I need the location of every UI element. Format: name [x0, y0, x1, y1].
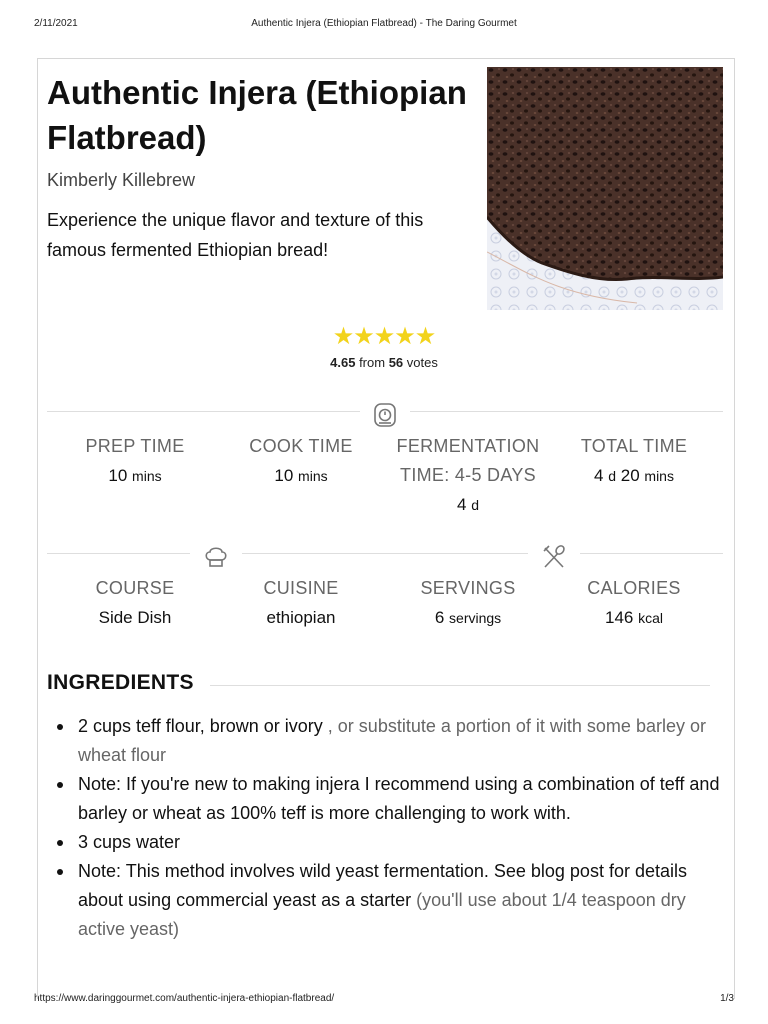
- servings: [388, 574, 548, 633]
- cook-time: [221, 432, 381, 491]
- cuisine: [221, 574, 381, 632]
- print-date: 2/11/2021: [34, 18, 78, 29]
- fermentation-time-label-2: TIME: 4-5 DAYS: [400, 465, 536, 485]
- times-divider-right: [410, 411, 723, 412]
- fermentation-time-value: 4: [457, 495, 467, 514]
- prep-time-label: PREP TIME: [85, 436, 185, 456]
- course: [55, 574, 215, 632]
- total-time-days: 4: [594, 466, 604, 485]
- rating-stars[interactable]: ★★★★★: [332, 323, 436, 350]
- fermentation-time: [388, 432, 548, 520]
- ingredient-item: [47, 712, 727, 770]
- servings-label: SERVINGS: [420, 578, 516, 598]
- rating-score: 4.65: [330, 355, 356, 370]
- timer-icon: [370, 400, 400, 430]
- rating-votes-count: 56: [388, 355, 404, 370]
- total-time-days-unit: d: [608, 468, 617, 484]
- calories-label: CALORIES: [587, 578, 681, 598]
- chef-hat-icon: [201, 542, 231, 572]
- details-divider-right: [580, 553, 723, 554]
- times-divider-left: [47, 411, 360, 412]
- calories-unit: kcal: [638, 610, 663, 626]
- ingredient-text: Note: If you're new to making injera I recommend using a combination of teff and barley or wheat as 100% teff is more challenging to work with.: [78, 774, 720, 823]
- ingredient-text: 3 cups water: [78, 832, 181, 852]
- course-label: COURSE: [95, 578, 175, 598]
- fermentation-time-label-1: FERMENTATION: [396, 436, 540, 456]
- calories: [554, 574, 714, 633]
- ingredients-heading-rule: [210, 685, 710, 686]
- rating-votes-label: votes: [406, 355, 438, 370]
- calories-value: 146: [604, 608, 634, 627]
- recipe-photo: [487, 67, 723, 310]
- ingredient-text: Note: This method involves wild yeast fermentation. See blog post for details about using commercial yeast as a starter: [78, 861, 687, 910]
- cuisine-label: CUISINE: [263, 578, 339, 598]
- ingredients-list: [47, 712, 727, 944]
- details-divider-left: [47, 553, 190, 554]
- prep-time: [55, 432, 215, 491]
- servings-value: 6: [434, 608, 445, 627]
- rating-summary: [0, 355, 768, 370]
- ingredient-note: , or substitute a portion of it with some barley or wheat flour: [78, 716, 706, 765]
- fermentation-time-unit: d: [471, 497, 479, 513]
- total-time-mins: 20: [620, 466, 640, 485]
- servings-unit: servings: [449, 610, 502, 626]
- utensils-icon: [539, 542, 569, 572]
- ingredient-item: [47, 828, 727, 857]
- ingredient-item: [47, 770, 727, 828]
- total-time-mins-unit: mins: [644, 468, 674, 484]
- cook-time-label: COOK TIME: [249, 436, 353, 456]
- print-page-number: 1/3: [720, 993, 734, 1004]
- recipe-summary: Experience the unique flavor and texture of this famous fermented Ethiopian bread!: [47, 210, 424, 260]
- details-divider-middle: [242, 553, 528, 554]
- print-page-title: Authentic Injera (Ethiopian Flatbread) - The Daring Gourmet: [251, 18, 517, 29]
- total-time: [554, 432, 714, 491]
- print-url: https://www.daringgourmet.com/authentic-injera-ethiopian-flatbread/: [34, 993, 335, 1004]
- recipe-title: Authentic Injera (Ethiopian Flatbread): [47, 74, 467, 156]
- cuisine-value: ethiopian: [266, 608, 336, 627]
- rating-from: from: [359, 355, 386, 370]
- recipe-author: Kimberly Killebrew: [47, 170, 196, 190]
- ingredient-item: [47, 857, 727, 944]
- total-time-label: TOTAL TIME: [580, 436, 688, 456]
- prep-time-value: 10: [108, 466, 128, 485]
- cook-time-unit: mins: [298, 468, 328, 484]
- ingredient-text: 2 cups teff flour, brown or ivory: [78, 716, 323, 736]
- cook-time-value: 10: [274, 466, 294, 485]
- ingredients-heading: INGREDIENTS: [47, 671, 194, 694]
- prep-time-unit: mins: [132, 468, 162, 484]
- course-value: Side Dish: [98, 608, 172, 627]
- ingredient-note: (you'll use about 1/4 teaspoon dry active yeast): [78, 890, 686, 939]
